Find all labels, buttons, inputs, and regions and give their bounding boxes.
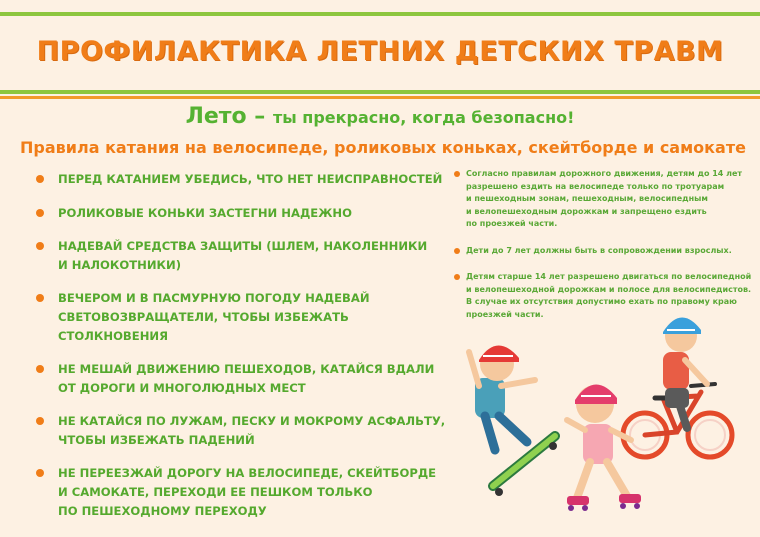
note-line: Детям старше 14 лет разрешено двигаться по велосипедной — [466, 272, 752, 281]
divider-orange — [0, 96, 760, 99]
rule-item — [36, 170, 446, 189]
rule-line: НАДЕВАЙ СРЕДСТВА ЗАЩИТЫ (ШЛЕМ, НАКОЛЕННИКИ — [58, 239, 428, 253]
rule-line: ПО ПЕШЕХОДНОМУ ПЕРЕХОДУ — [58, 504, 267, 518]
top-green-stripe — [0, 12, 760, 16]
slogan — [0, 104, 760, 129]
rule-line: И НАЛОКОТНИКИ) — [58, 258, 182, 272]
note-line: Согласно правилам дорожного движения, детям до 14 лет — [466, 169, 743, 178]
bullet-icon — [454, 248, 460, 254]
rule-line: СВЕТОВОЗВРАЩАТЕЛИ, ЧТОБЫ ИЗБЕЖАТЬ СТОЛКНОВЕНИЯ — [58, 310, 349, 343]
note-line: и пешеходным зонам, пешеходным, велосипедным — [466, 194, 708, 203]
kids-skateboard-rollerskates-bicycle-illustration — [455, 300, 755, 530]
bullet-icon — [36, 209, 44, 217]
note-item — [452, 245, 752, 258]
slogan-rest: ты прекрасно, когда безопасно! — [272, 108, 575, 127]
note-line: и велопешеходным дорожкам и запрещено ездить — [466, 206, 707, 216]
rule-line: ВЕЧЕРОМ И В ПАСМУРНУЮ ПОГОДУ НАДЕВАЙ — [58, 291, 370, 305]
bullet-icon — [36, 469, 44, 477]
rule-item — [36, 204, 446, 223]
bullet-icon — [36, 294, 44, 302]
rule-line: И САМОКАТЕ, ПЕРЕХОДИ ЕЕ ПЕШКОМ ТОЛЬКО — [58, 485, 373, 499]
rule-line: НЕ ПЕРЕЕЗЖАЙ ДОРОГУ НА ВЕЛОСИПЕДЕ, СКЕЙТБОРДЕ — [58, 466, 437, 480]
rules-subtitle: Правила катания на велосипеде, роликовых коньках, скейтборде и самокате — [20, 138, 746, 157]
rule-line: ПЕРЕД КАТАНИЕМ УБЕДИСЬ, ЧТО НЕТ НЕИСПРАВНОСТЕЙ — [58, 172, 443, 186]
rule-line: ОТ ДОРОГИ И МНОГОЛЮДНЫХ МЕСТ — [58, 381, 306, 395]
rule-line: ЧТОБЫ ИЗБЕЖАТЬ ПАДЕНИЙ — [58, 433, 255, 447]
rule-item — [36, 289, 446, 346]
divider-green — [0, 90, 760, 94]
note-line: разрешено ездить на велосипеде только по тротуарам — [466, 181, 725, 191]
note-line: проезжей части. — [466, 309, 544, 319]
bullet-icon — [36, 175, 44, 183]
rule-item — [36, 412, 446, 450]
slogan-dash: – — [246, 104, 273, 129]
rule-item — [36, 237, 446, 275]
rule-line: НЕ МЕШАЙ ДВИЖЕНИЮ ПЕШЕХОДОВ, КАТАЙСЯ ВДАЛИ — [58, 362, 435, 376]
bullet-icon — [36, 417, 44, 425]
page-title: ПРОФИЛАКТИКА ЛЕТНИХ ДЕТСКИХ ТРАВМ — [36, 36, 724, 67]
boy-skateboarder-icon — [469, 345, 557, 496]
bullet-icon — [36, 365, 44, 373]
note-line: Дети до 7 лет должны быть в сопровождении взрослых. — [466, 245, 732, 255]
note-line: и велопешеходной дорожкам и полосе для велосипедистов. — [466, 284, 752, 294]
note-item — [452, 168, 752, 231]
rules-list — [36, 170, 446, 535]
note-line: по проезжей части. — [466, 219, 558, 228]
note-line: В случае их отсутствия допустимо ехать по правому краю — [466, 297, 737, 306]
rule-item — [36, 360, 446, 398]
rule-line: РОЛИКОВЫЕ КОНЬКИ ЗАСТЕГНИ НАДЕЖНО — [58, 206, 352, 220]
rule-item — [36, 464, 446, 521]
slogan-word: Лето — [185, 104, 247, 129]
rule-line: НЕ КАТАЙСЯ ПО ЛУЖАМ, ПЕСКУ И МОКРОМУ АСФАЛЬТУ, — [58, 414, 446, 428]
bullet-icon — [36, 242, 44, 250]
bullet-icon — [454, 274, 460, 280]
bullet-icon — [454, 171, 460, 177]
